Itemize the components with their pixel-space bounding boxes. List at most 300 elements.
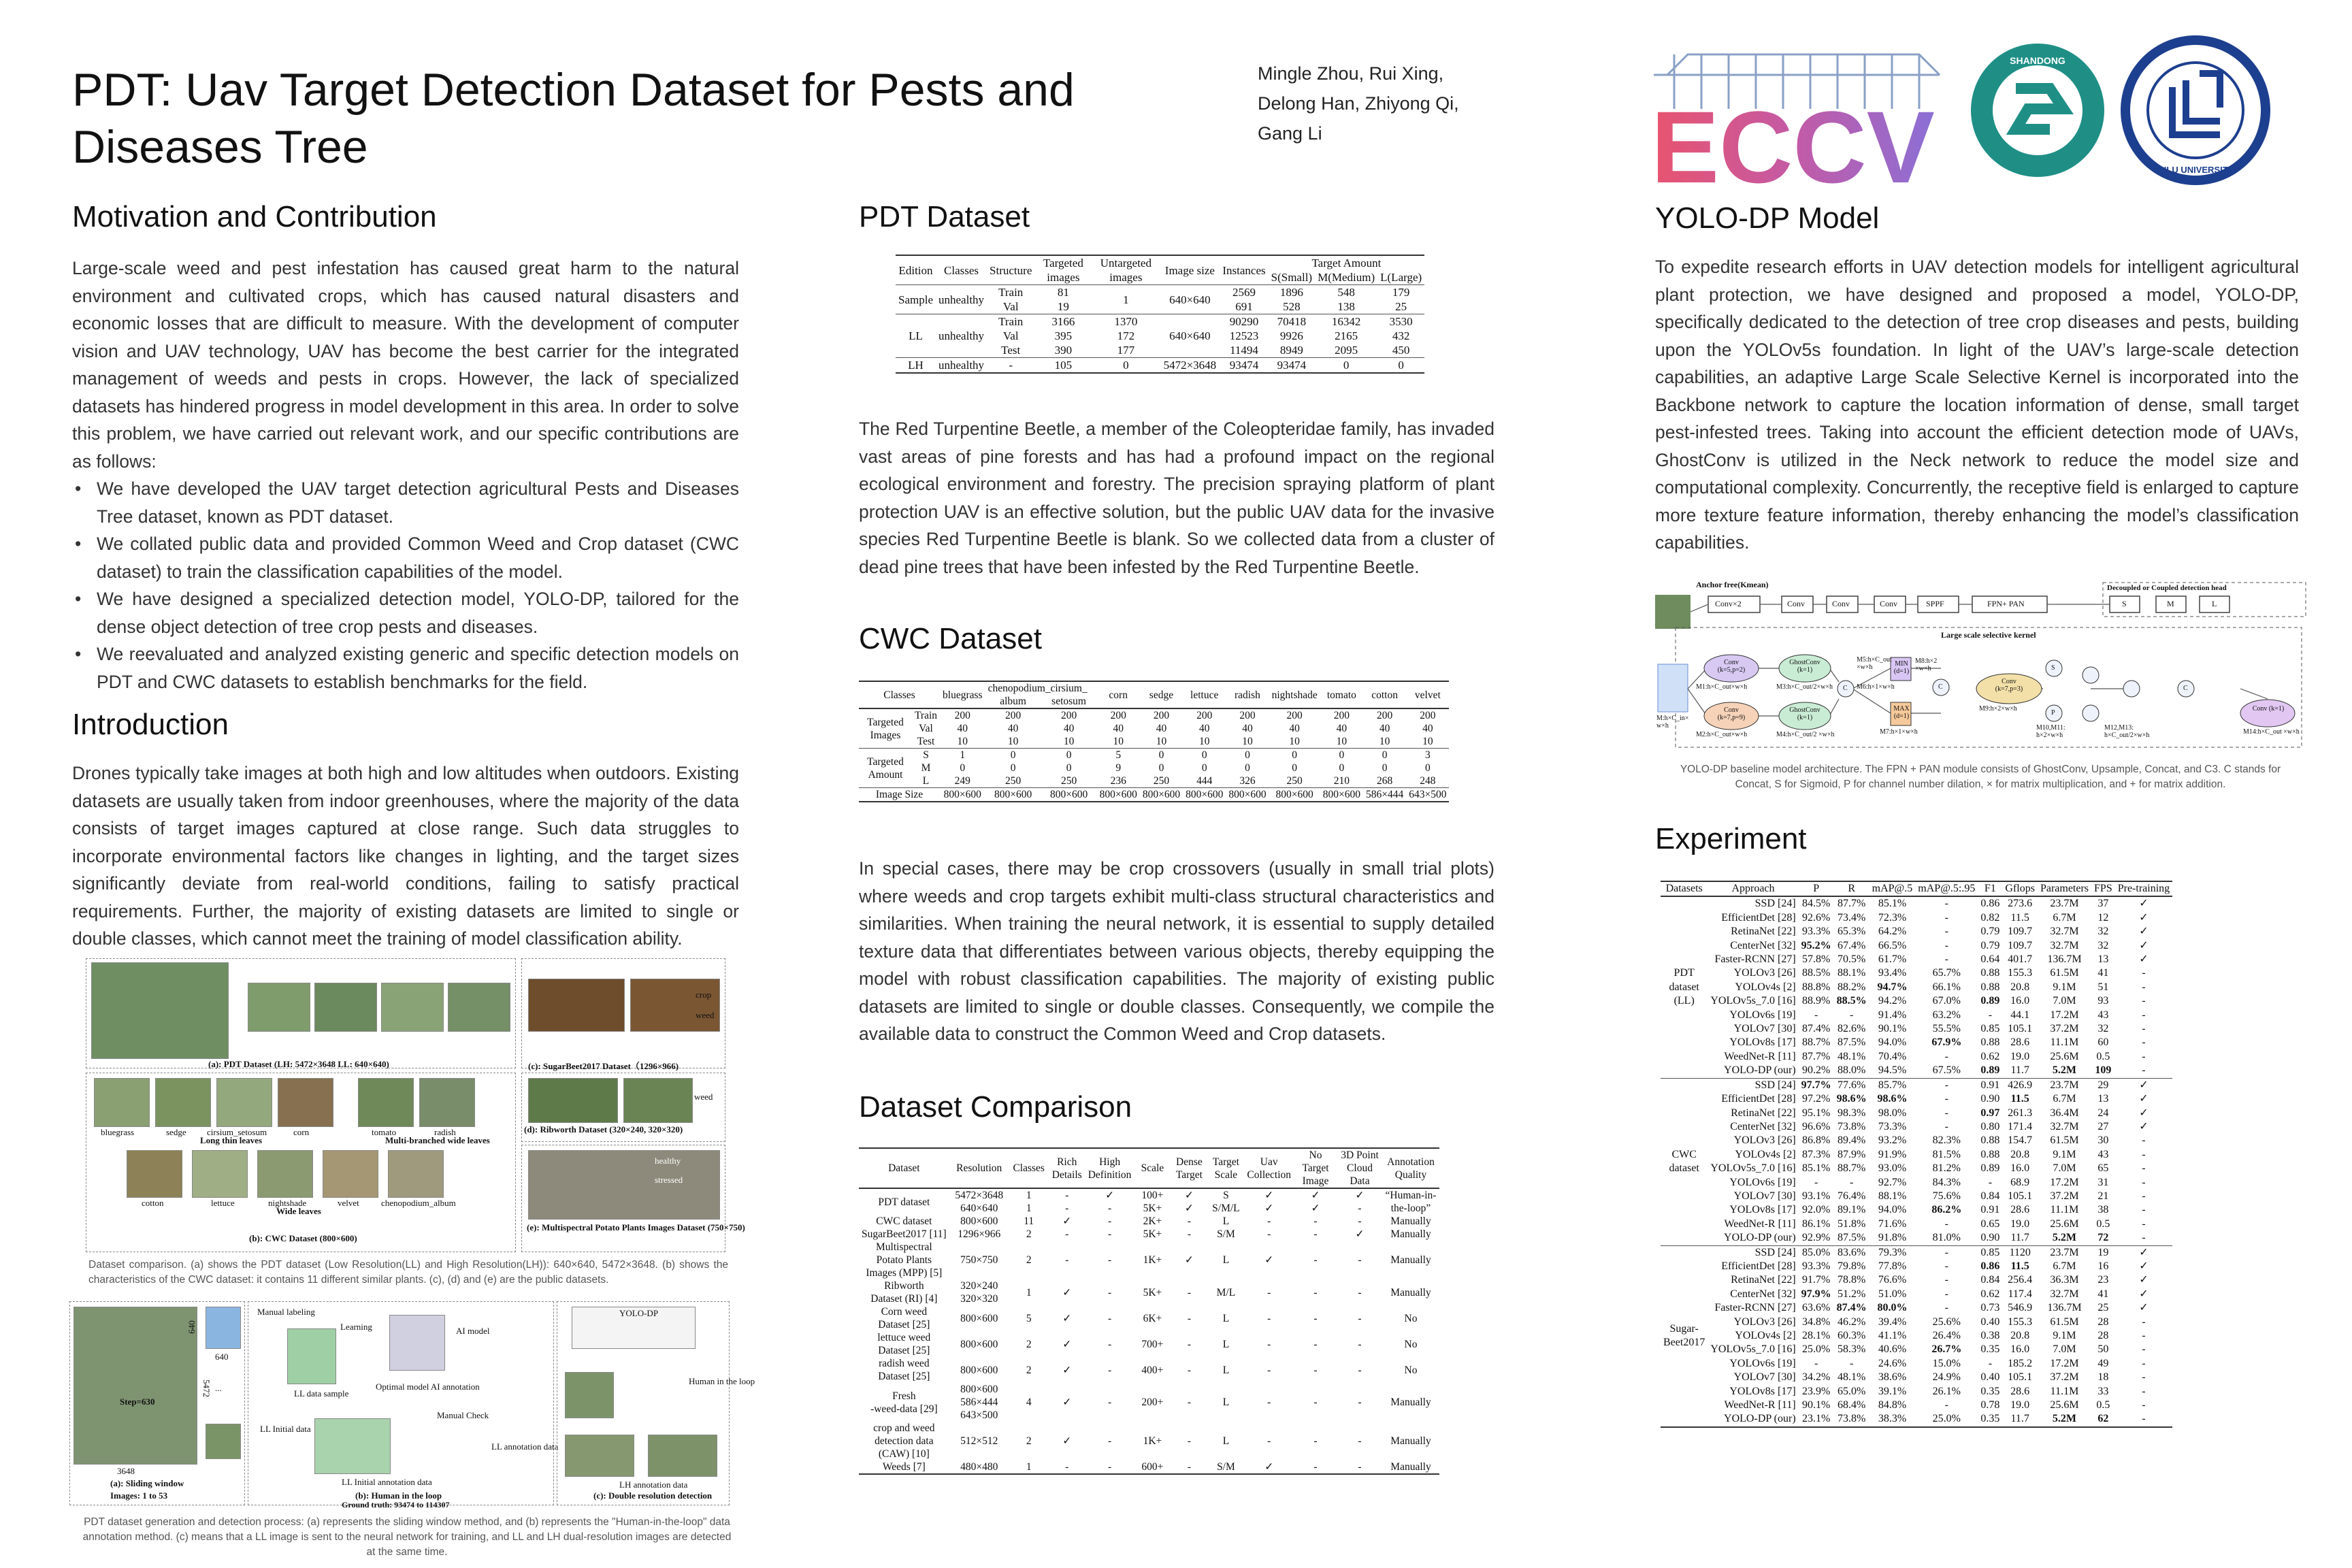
logo-bar: [1647, 27, 2287, 191]
table-cell: 87.9%: [1837, 1148, 1866, 1160]
table-cell: [1207, 1383, 1244, 1422]
table-cell: 0.65: [1980, 1218, 2000, 1230]
cell-line: ✓: [1105, 1190, 1115, 1201]
table-header-row: [859, 1148, 1439, 1188]
table-cell: 25.0%: [1801, 1343, 1831, 1356]
cell-line: -: [1267, 1364, 1271, 1376]
table-header: radish: [1235, 689, 1260, 701]
cell-line: No: [1404, 1312, 1418, 1324]
table-cell: -: [2142, 995, 2146, 1007]
table-cell: 85.1%: [1878, 898, 1907, 910]
plant-label: radish: [434, 1127, 456, 1137]
table-cell: EfficientDet [28]: [1721, 911, 1796, 924]
table-row: [859, 749, 1449, 762]
cell-line: ✓: [1264, 1203, 1274, 1214]
table-cell: Targeted Amount: [867, 755, 904, 781]
cwc-image: [419, 1078, 475, 1127]
table-cell: 32: [2097, 939, 2109, 951]
table-cell: 2095: [1335, 344, 1358, 357]
cwc-image: [155, 1078, 211, 1127]
table-header: High Definition: [1088, 1156, 1132, 1181]
introduction-text: Drones typically take images at both high and low altitudes when outdoors. Existing datasets are usually taken from indoor greenhouses, where the majority of the data consists of target images captured at close range. Such data struggles to incorporate environmental factors like changes in lighting, and the target sizes significantly deviate from real-world conditions, failing to satisfy practical requirements. Further, the majority of existing datasets are limited to single or double classes, which cannot meet the training of model classification ability.: [72, 763, 739, 949]
arch-label: M7:h×1×w×h: [1880, 728, 1918, 736]
table-cell: 0.62: [1980, 1050, 2000, 1062]
cell-line: -: [1107, 1396, 1112, 1408]
table-cell: 800×600: [1186, 789, 1224, 800]
table-cell: 10: [1422, 736, 1433, 747]
table-cell: 21: [2097, 1190, 2109, 1202]
table-cell: 93.3%: [1801, 1260, 1831, 1272]
table-cell: 0.88: [1980, 981, 2000, 993]
table-row: [1661, 1343, 2172, 1356]
figure-label: (e): Multispectral Potato Plants Images Dataset (750×750): [527, 1222, 745, 1232]
table-cell: [1134, 1279, 1171, 1305]
table-cell: 179: [1392, 286, 1410, 299]
table-cell: 70.4%: [1878, 1050, 1907, 1062]
table-cell: ✓: [2139, 926, 2149, 938]
step-label: LL data sample: [294, 1388, 349, 1399]
table-cell: [1294, 1305, 1337, 1331]
table-cell: 70.5%: [1837, 953, 1866, 966]
poster-title: PDT: Uav Target Detection Dataset for Pests and Diseases Tree: [72, 64, 1075, 173]
table-cell: 250: [1060, 775, 1077, 787]
table-cell: 10: [957, 736, 968, 747]
table-cell: 77.8%: [1878, 1260, 1907, 1272]
table-cell: 28: [2097, 1330, 2109, 1341]
table-cell: [1244, 1331, 1294, 1357]
table-cell: 86.2%: [1931, 1204, 1962, 1216]
cell-line: -: [1107, 1364, 1112, 1376]
cell-line: -: [1358, 1203, 1362, 1214]
table-cell: [1207, 1188, 1244, 1215]
table-cell: YOLOv5s_7.0 [16]: [1710, 1343, 1796, 1356]
figure-label: (d): Ribworth Dataset (320×240, 320×320): [524, 1124, 683, 1134]
table-cell: 67.0%: [1932, 995, 1961, 1007]
table-cell: LL: [909, 329, 923, 342]
table-cell: 94.2%: [1878, 995, 1907, 1007]
table-cell: [1382, 1460, 1439, 1474]
table-cell: [1244, 1357, 1294, 1383]
table-cell: [1382, 1422, 1439, 1460]
table-cell: 0: [1245, 749, 1250, 761]
table-cell: 268: [1376, 775, 1393, 787]
table-cell: 5472×3648: [1163, 359, 1217, 372]
table-cell: 32: [2097, 1023, 2109, 1035]
table-cell: [1244, 1215, 1294, 1228]
lh-image: [648, 1435, 717, 1477]
table-cell: 66.1%: [1932, 981, 1961, 993]
motivation-text: Large-scale weed and pest infestation has caused great harm to the natural environment and cultivated crops, which has caused natural disasters and economic losses that are difficult to measure. With the development of computer vision and UAV technology, UAV has become the best carrier for the integrated management of weeds and pests in crops. However, the lack of specialized datasets has hindered progress in model development in this area. In order to solve this problem, we have carried out relevant work, and our specific contributions are as follows:: [72, 258, 739, 472]
table-cell: unhealthy: [938, 329, 985, 342]
table-cell: 90290: [1229, 315, 1259, 328]
cell-line: -: [1358, 1254, 1362, 1266]
cwc-image: [257, 1150, 313, 1198]
table-header: nightshade: [1271, 689, 1318, 701]
table-cell: unhealthy: [938, 359, 985, 372]
table-cell: 200: [1060, 710, 1077, 721]
table-cell: 0.90: [1980, 1232, 2000, 1244]
table-cell: 27: [2097, 1120, 2109, 1132]
table-row: [1661, 1288, 2172, 1301]
table-cell: 87.5%: [1837, 1036, 1866, 1049]
table-cell: [1171, 1422, 1207, 1460]
table-cell: 1896: [1279, 286, 1303, 299]
dim-label: 3648: [117, 1466, 135, 1476]
table-cell: 200: [1333, 710, 1350, 721]
table-row: [859, 1460, 1439, 1474]
table-cell: 200: [1376, 710, 1393, 721]
table-cell: 11494: [1230, 344, 1258, 357]
table-cell: 65.3%: [1837, 926, 1866, 938]
table-row: [859, 1188, 1439, 1215]
figure-label: Images: 1 to 53: [110, 1490, 168, 1501]
table-cell: [1337, 1279, 1382, 1305]
table-row: [859, 1228, 1439, 1241]
table-row: [1661, 1357, 2172, 1371]
table-cell: 273.6: [2008, 898, 2033, 910]
table-cell: L: [922, 775, 930, 787]
cell-line: -: [1358, 1435, 1362, 1447]
table-cell: [949, 1241, 1009, 1279]
table-cell: 185.2: [2008, 1357, 2033, 1369]
table-cell: -: [1849, 1176, 1854, 1188]
table-cell: 171.4: [2008, 1120, 2033, 1132]
arch-label: M:h×C_in× w×h: [1656, 715, 1689, 730]
cell-line: Dataset [25]: [878, 1345, 930, 1356]
weed-tag: weed: [694, 1092, 713, 1102]
table-cell: [1244, 1241, 1294, 1279]
arch-label: M: [2167, 599, 2174, 608]
table-row: [1661, 1009, 2172, 1022]
table-cell: 0.89: [1980, 1064, 2000, 1077]
table-cell: 37.2M: [2050, 1190, 2079, 1202]
table-row: [1661, 1148, 2172, 1162]
table-cell: [1171, 1331, 1207, 1357]
table-cell: [1337, 1460, 1382, 1474]
cell-line: -: [1107, 1312, 1112, 1324]
table-cell: 0.88: [1980, 1036, 2000, 1049]
table-row: [1661, 1176, 2172, 1190]
table-cell: 0: [1343, 359, 1350, 372]
table-cell: 249: [954, 775, 970, 787]
table-row: [1661, 1036, 2172, 1049]
cell-line: Manually: [1390, 1435, 1431, 1447]
table-cell: 9.1M: [2053, 981, 2076, 993]
crop-tag: crop: [696, 990, 712, 1000]
table-cell: 3530: [1389, 315, 1413, 328]
table-row: [1661, 953, 2172, 966]
table-cell: -: [2142, 1399, 2146, 1411]
cell-line: -: [1358, 1338, 1362, 1350]
table-cell: 91.4%: [1878, 1009, 1907, 1021]
table-cell: [1382, 1215, 1439, 1228]
table-cell: Train: [998, 286, 1024, 299]
cell-line: -: [1187, 1228, 1191, 1240]
table-row: [1661, 1203, 2172, 1217]
cell-line: ✓: [1184, 1203, 1194, 1214]
table-cell: 87.4%: [1801, 1023, 1831, 1035]
table-cell: 800×600: [1099, 789, 1137, 800]
table-cell: 76.6%: [1878, 1274, 1907, 1286]
table-row: [859, 774, 1449, 788]
table-cell: -: [1944, 1274, 1948, 1286]
table-cell: 30: [2097, 1134, 2109, 1147]
table-header: R: [1848, 883, 1855, 894]
table-cell: [1207, 1228, 1244, 1241]
table-cell: 19: [2097, 1246, 2109, 1258]
table-cell: [1049, 1331, 1085, 1357]
cell-line: -weed-data [29]: [870, 1403, 938, 1415]
table-cell: WeedNet-R [11]: [1724, 1218, 1796, 1230]
table-cell: 105.1: [2008, 1190, 2033, 1202]
table-cell: 691: [1235, 300, 1253, 313]
table-cell: 61.5M: [2050, 1134, 2079, 1147]
table-cell: 800×600: [1142, 789, 1181, 800]
table-cell: -: [2142, 1023, 2146, 1035]
table-cell: [1244, 1228, 1294, 1241]
table-cell: 444: [1196, 775, 1213, 787]
table-cell: -: [1944, 1120, 1948, 1132]
table-cell: 16.0: [2010, 995, 2030, 1007]
table-cell: 88.5%: [1801, 967, 1831, 979]
table-cell: SSD [24]: [1754, 898, 1796, 910]
table-cell: 0.80: [1980, 1120, 2000, 1132]
cell-line: ✓: [1062, 1364, 1072, 1376]
cell-line: -: [1313, 1364, 1318, 1376]
group-name-cell: [1661, 1245, 1708, 1427]
table-cell: YOLO-DP (our): [1724, 1064, 1796, 1077]
table-cell: YOLO-DP (our): [1724, 1413, 1796, 1425]
table-row: [1661, 1231, 2172, 1245]
table-cell: -: [2142, 1330, 2146, 1341]
cell-line: -: [1313, 1215, 1318, 1227]
group-name-line: CWC: [1671, 1148, 1697, 1160]
cell-line: -: [1187, 1435, 1191, 1447]
table-cell: 0.38: [1980, 1330, 2000, 1341]
arch-label: Conv: [1880, 599, 1898, 608]
arch-label: Conv (k=7,p=3): [1995, 678, 2023, 693]
step-label: AI model: [456, 1326, 490, 1336]
table-header: M(Medium): [1318, 271, 1375, 284]
dataset-comparison-figure: [86, 958, 745, 1252]
table-cell: 0.89: [1980, 995, 2000, 1007]
section-heading: Motivation and Contribution: [72, 200, 437, 233]
table-cell: 16: [2097, 1260, 2109, 1272]
table-cell: [1085, 1422, 1134, 1460]
cell-line: ✓: [1355, 1228, 1365, 1240]
table-cell: 73.4%: [1837, 911, 1866, 924]
table-cell: 33: [2097, 1385, 2109, 1397]
list-item: • We collated public data and provided Common Weed and Crop dataset (CWC dataset) to train the classification capabilities of the model.: [97, 530, 739, 585]
table-cell: 0: [1010, 749, 1016, 761]
cell-line: -: [1313, 1312, 1318, 1324]
table-cell: -: [1944, 1246, 1948, 1258]
sugarbeet-image: [630, 979, 720, 1032]
arch-label: MIN (d=1): [1893, 660, 1910, 675]
table-cell: 24.9%: [1932, 1371, 1961, 1384]
table-header: corn: [1109, 689, 1128, 701]
cell-line: Manually: [1390, 1461, 1431, 1473]
table-cell: 94.7%: [1877, 981, 1908, 993]
table-cell: 7.0M: [2053, 995, 2076, 1007]
group-label: Multi-branched wide leaves: [385, 1135, 490, 1145]
table-cell: 24.6%: [1878, 1357, 1907, 1369]
table-cell: [1244, 1383, 1294, 1422]
arch-label: FPN+ PAN: [1987, 599, 2025, 608]
table-cell: 17.2M: [2050, 1009, 2079, 1021]
table-cell: 10: [1113, 736, 1124, 747]
table-cell: YOLOv4s [2]: [1735, 981, 1796, 993]
table-cell: 28.1%: [1801, 1330, 1831, 1341]
table-cell: 34.2%: [1801, 1371, 1831, 1384]
table-cell: 250: [1004, 775, 1022, 787]
table-row: [1661, 1022, 2172, 1036]
table-cell: YOLOv4s [2]: [1735, 1148, 1796, 1160]
table-header: No Target Image: [1302, 1149, 1329, 1187]
table-cell: 0.85: [1980, 1246, 2000, 1258]
cell-line: Dataset [25]: [878, 1319, 930, 1330]
table-row: [1661, 1162, 2172, 1175]
table-cell: 546.9: [2008, 1302, 2033, 1314]
table-cell: ✓: [2139, 1107, 2149, 1119]
arch-label: M10,M11: h×2×w×h: [2036, 724, 2065, 739]
author-line: Gang Li: [1258, 123, 1322, 144]
table-cell: 31: [2097, 1176, 2109, 1188]
table-header: P: [1813, 883, 1820, 894]
cwc-image: [358, 1078, 414, 1127]
cell-line: lettuce weed: [877, 1332, 931, 1343]
table-cell: 91.9%: [1878, 1148, 1907, 1160]
table-cell: 93474: [1229, 359, 1259, 372]
cell-line: S/M/L: [1212, 1203, 1240, 1214]
table-cell: -: [1944, 1260, 1948, 1272]
table-cell: 48.1%: [1837, 1050, 1866, 1062]
table-cell: 432: [1392, 329, 1410, 342]
table-header: Scale: [1141, 1162, 1164, 1174]
table-cell: 0.86: [1980, 898, 2000, 910]
table-cell: [1207, 1305, 1244, 1331]
table-cell: 800×600: [1275, 789, 1313, 800]
table-cell: 11.1M: [2050, 1385, 2079, 1397]
cell-line: -: [1107, 1203, 1112, 1214]
table-cell: 41: [2097, 967, 2109, 979]
ribworth-image: [623, 1078, 693, 1123]
table-cell: Train: [915, 710, 938, 721]
table-header: Instances: [1222, 263, 1266, 277]
table-row: [1661, 1120, 2172, 1134]
table-cell: 40: [1156, 723, 1167, 734]
cwc-image: [127, 1150, 182, 1198]
table-cell: 0.86: [1980, 1260, 2000, 1272]
table-cell: [1134, 1422, 1171, 1460]
plant-label: lettuce: [211, 1198, 235, 1208]
cell-line: 2: [1026, 1435, 1032, 1447]
table-cell: 88.7%: [1801, 1036, 1831, 1049]
table-cell: 90.1%: [1801, 1399, 1831, 1411]
cell-line: ✓: [1264, 1254, 1274, 1266]
table-row: [1661, 994, 2172, 1008]
table-cell: [1134, 1188, 1171, 1215]
cell-line: L: [1222, 1435, 1230, 1447]
table-cell: -: [1009, 359, 1013, 372]
table-cell: -: [1944, 1093, 1948, 1105]
cell-line: Fresh: [892, 1390, 916, 1402]
table-cell: 19.0: [2010, 1399, 2030, 1411]
table-cell: 9.1M: [2053, 1330, 2076, 1341]
table-cell: [859, 1228, 949, 1241]
table-cell: 11.1M: [2050, 1036, 2079, 1049]
arch-label: S: [2051, 664, 2055, 672]
table-cell: 200: [1239, 710, 1256, 721]
table-cell: ✓: [2139, 1120, 2149, 1132]
table-cell: 87.7%: [1801, 1050, 1831, 1062]
arch-label: M8:h×2 ×w×h: [1915, 657, 1938, 672]
table-cell: 51.2%: [1837, 1288, 1866, 1300]
table-cell: [859, 1215, 949, 1228]
step-label: LL Initial annotation data: [342, 1477, 432, 1487]
table-cell: 395: [1054, 329, 1073, 342]
table-cell: 93.4%: [1878, 967, 1907, 979]
table-cell: CenterNet [32]: [1730, 939, 1796, 951]
cell-line: L: [1222, 1338, 1230, 1350]
table-cell: 640×640: [1169, 329, 1211, 342]
table-cell: -: [2142, 967, 2146, 979]
table-row: [859, 1357, 1439, 1383]
cell-line: -: [1313, 1396, 1318, 1408]
table-cell: [1134, 1215, 1171, 1228]
table-cell: -: [1944, 898, 1948, 910]
table-header: Dataset: [888, 1162, 920, 1174]
table-header: Image size: [1164, 263, 1215, 277]
lh-image: [74, 1307, 197, 1465]
table-cell: S: [923, 749, 929, 761]
cell-line: 5K+: [1143, 1228, 1162, 1240]
table-cell: [1171, 1305, 1207, 1331]
table-cell: 40: [1289, 723, 1300, 734]
yolo-dp-architecture-diagram: [1655, 580, 2308, 750]
table-cell: -: [2142, 1371, 2146, 1384]
cell-line: 11: [1024, 1215, 1034, 1227]
cell-line: -: [1267, 1228, 1271, 1240]
table-cell: 41: [2097, 1288, 2109, 1300]
table-cell: YOLOv8s [17]: [1729, 1036, 1796, 1049]
table-cell: YOLOv8s [17]: [1729, 1204, 1796, 1216]
table-cell: 43: [2097, 1148, 2109, 1160]
arch-label: M2:h×C_out×w×h: [1696, 731, 1748, 738]
table-cell: [859, 1305, 949, 1331]
table-cell: -: [1944, 953, 1948, 966]
table-cell: 16.0: [2010, 1162, 2030, 1175]
table-cell: -: [1944, 911, 1948, 924]
table-cell: [1382, 1241, 1439, 1279]
table-cell: 95.1%: [1801, 1107, 1831, 1119]
table-cell: 60.3%: [1837, 1330, 1866, 1341]
table-cell: 0.73: [1980, 1302, 2000, 1314]
table-cell: EfficientDet [28]: [1721, 1260, 1796, 1272]
table-cell: 82.6%: [1837, 1023, 1866, 1035]
table-cell: [1009, 1383, 1049, 1422]
yolo-section: [1655, 201, 2299, 557]
table-cell: 0: [1292, 762, 1298, 774]
table-header-row: [1661, 881, 2172, 896]
table-cell: 68.9: [2010, 1176, 2030, 1188]
table-header: Edition: [898, 263, 933, 277]
cell-line: -: [1267, 1396, 1271, 1408]
table-cell: 76.4%: [1837, 1190, 1866, 1202]
table-cell: -: [2142, 1357, 2146, 1369]
table-cell: 1370: [1114, 315, 1138, 328]
table-cell: -: [2142, 1316, 2146, 1328]
